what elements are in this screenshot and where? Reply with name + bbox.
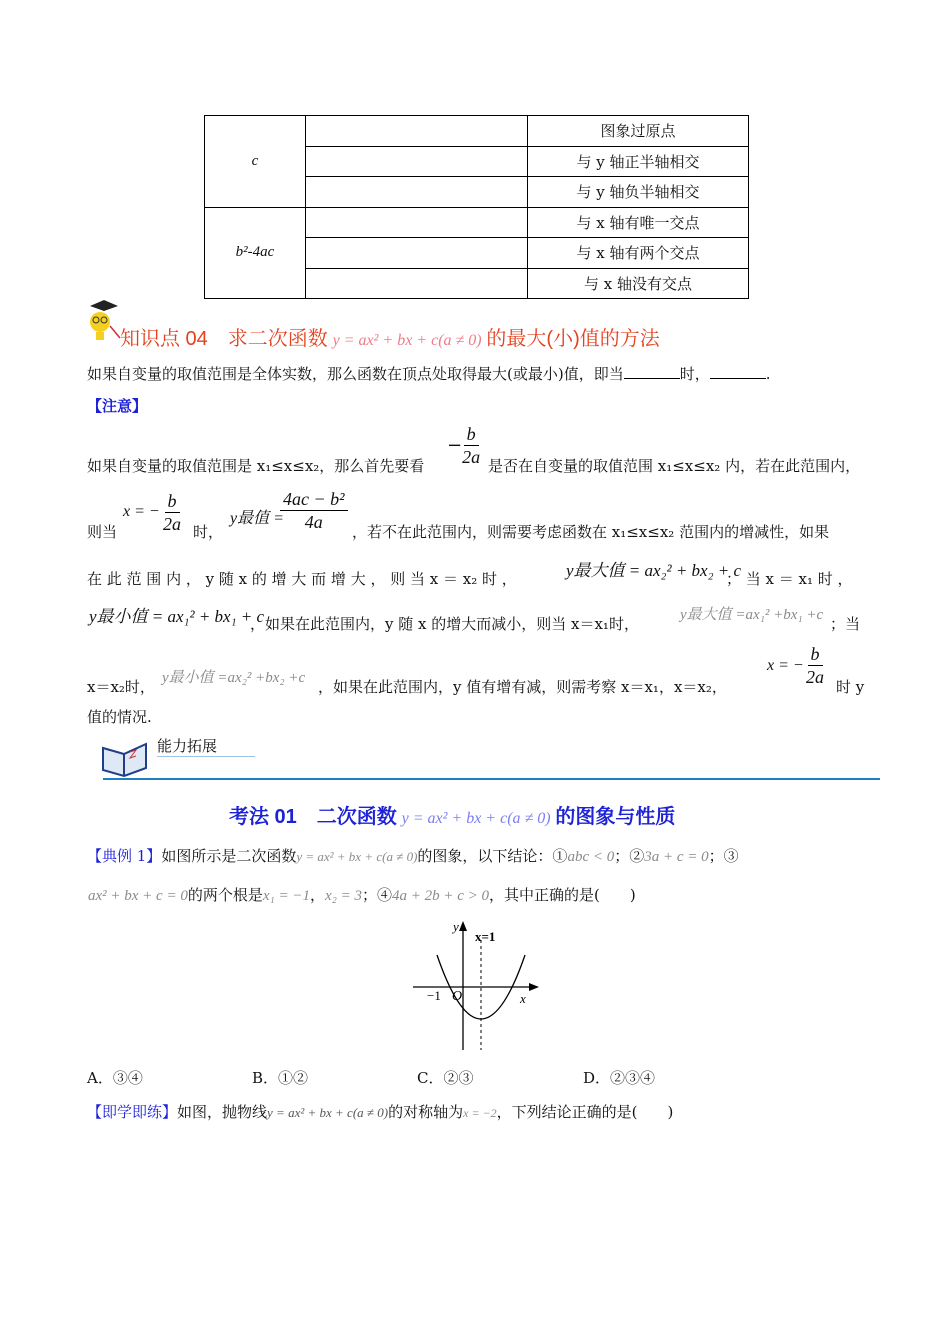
y-axis-label: y xyxy=(453,919,459,934)
formula: abc < 0 xyxy=(567,849,615,865)
option-a[interactable]: A．③④ xyxy=(87,1069,143,1087)
table-cell: 图象过原点 xyxy=(528,116,749,147)
x-axis-label: x xyxy=(520,991,526,1006)
formula: y最值 = xyxy=(230,510,284,527)
text: b xyxy=(464,423,479,446)
fraction xyxy=(163,490,181,535)
section-divider xyxy=(103,778,880,780)
text: 值的情况. xyxy=(87,708,152,726)
formula: ax² + bx + c = 0 xyxy=(88,888,188,904)
text: 4a xyxy=(304,512,323,532)
table-cell: 与 x 轴没有交点 xyxy=(528,268,749,299)
option-b[interactable]: B．①② xyxy=(252,1069,309,1087)
blank xyxy=(624,378,680,379)
formula: 3a + c = 0 xyxy=(644,849,709,865)
note-label: 【注意】 xyxy=(87,397,148,415)
text: 如图，抛物线 xyxy=(177,1103,268,1121)
text: ，如果在此范围内，y 值有增有减，则需考察 x＝x₁，x＝x₂， xyxy=(318,678,727,696)
properties-table xyxy=(204,115,749,299)
option-c[interactable]: C．②③ xyxy=(417,1069,474,1087)
text: − xyxy=(447,435,463,456)
table-group-c: c xyxy=(205,116,306,208)
text: ；② xyxy=(614,847,645,865)
text: 2a xyxy=(163,514,181,534)
heading-text: 考法 01 二次函数 xyxy=(229,806,397,828)
text: 的图象，以下结论：① xyxy=(417,847,568,865)
text: 时， xyxy=(193,523,224,541)
text: 如果自变量的取值范围是 x₁≤x≤x₂，那么首先要看 xyxy=(87,457,425,475)
text: 在 此 范 围 内 ， y 随 x 的 增 大 而 增 大 ， 则 当 x ＝ x₂ 时 ， xyxy=(87,570,517,588)
text: ，下列结论正确的是( ) xyxy=(496,1103,674,1121)
heading-text: 的最大(小)值的方法 xyxy=(486,328,660,350)
formula: y最小值 = ax₁² + bx₁ + c xyxy=(89,607,265,626)
neg-one-label: −1 xyxy=(427,988,441,1003)
text: 时 y xyxy=(836,678,865,696)
text: ；③ xyxy=(708,847,739,865)
text: 的对称轴为 xyxy=(388,1103,464,1121)
text: ；当 xyxy=(830,615,861,633)
table-cell: 与 x 轴有唯一交点 xyxy=(528,207,749,238)
table-cell: 与 x 轴有两个交点 xyxy=(528,238,749,269)
formula: x = − xyxy=(123,503,160,520)
text: 的两个根是 xyxy=(187,886,263,904)
practice-line xyxy=(87,1101,673,1122)
table-group-discriminant: b²-4ac xyxy=(205,207,306,299)
origin-label: O xyxy=(452,989,463,1004)
fraction xyxy=(806,643,824,688)
method-heading xyxy=(229,800,675,829)
text: ，其中正确的是( ) xyxy=(489,886,636,904)
heading-text: 的图象与性质 xyxy=(555,806,676,828)
text: 时， xyxy=(679,365,710,383)
formula: 4a + 2b + c > 0 xyxy=(392,888,490,904)
formula: x = − xyxy=(767,657,804,674)
symmetry-axis-label: x=1 xyxy=(475,929,496,944)
heading-formula: y = ax² + bx + c(a ≠ 0) xyxy=(332,332,482,349)
practice-tag: 【即学即练】 xyxy=(87,1103,178,1121)
option-d[interactable]: D．②③④ xyxy=(583,1069,656,1087)
text: ，若不在此范围内，则需要考虑函数在 x₁≤x≤x₂ 范围内的增减性，如果 xyxy=(352,523,830,541)
text: 2a xyxy=(806,667,824,687)
text: 2a xyxy=(462,447,481,467)
text: b xyxy=(165,490,180,513)
formula: x = −2 xyxy=(463,1106,497,1120)
divider xyxy=(157,756,255,757)
text: x＝x₂时， xyxy=(87,678,155,696)
text-line xyxy=(87,455,424,476)
section-label: 能力拓展 xyxy=(157,737,218,755)
formula: x₁ = −1 xyxy=(262,888,310,904)
formula: x₂ = 3 xyxy=(325,888,362,904)
table-cell: 与 y 轴正半轴相交 xyxy=(528,146,749,177)
knowledge-point-heading xyxy=(120,322,660,351)
heading-formula: y = ax² + bx + c(a ≠ 0) xyxy=(401,810,551,827)
formula: y最大值 = ax₂² + bx₂ + c xyxy=(566,561,742,580)
book-icon xyxy=(100,738,150,782)
text: ；④ xyxy=(362,886,393,904)
text: 则当 xyxy=(87,523,118,541)
text: 如果自变量的取值范围是全体实数，那么函数在顶点处取得最大(或最小)值，即当 xyxy=(87,365,624,383)
text-line xyxy=(488,455,860,476)
fraction xyxy=(280,488,348,533)
formula: y最大值 =ax₁² +bx₁ +c xyxy=(680,607,824,623)
text: ， xyxy=(309,886,325,904)
blank xyxy=(710,378,766,379)
text: 是否在自变量的取值范围 x₁≤x≤x₂ 内，若在此范围内， xyxy=(488,457,861,475)
heading-text: 知识点 04 求二次函数 xyxy=(120,328,328,350)
x-axis-arrow-icon xyxy=(529,983,539,991)
paragraph xyxy=(87,363,771,384)
parabola-graph xyxy=(405,915,545,1055)
text: . xyxy=(765,365,771,383)
scholar-mascot-icon xyxy=(86,298,122,348)
formula: y最小值 =ax₂² +bx₂ +c xyxy=(162,670,306,686)
example-1-line-1 xyxy=(87,845,739,866)
example-1-line-2 xyxy=(88,884,636,905)
formula: y = ax² + bx + c(a ≠ 0) xyxy=(267,1105,389,1120)
formula: y = ax² + bx + c(a ≠ 0) xyxy=(296,849,418,864)
table-cell: 与 y 轴负半轴相交 xyxy=(528,177,749,208)
fraction-neg-b-2a xyxy=(447,423,480,468)
text: 如图所示是二次函数 xyxy=(161,847,297,865)
text: ； 当 x ＝ x₁ 时 ， xyxy=(726,570,853,588)
y-axis-arrow-icon xyxy=(459,921,467,931)
text: 4ac − b² xyxy=(280,488,348,511)
example-tag: 【典例 1】 xyxy=(87,847,162,865)
text: b xyxy=(808,643,823,666)
text: ，如果在此范围内，y 随 x 的增大而减小，则当 x＝x₁时， xyxy=(250,615,639,633)
